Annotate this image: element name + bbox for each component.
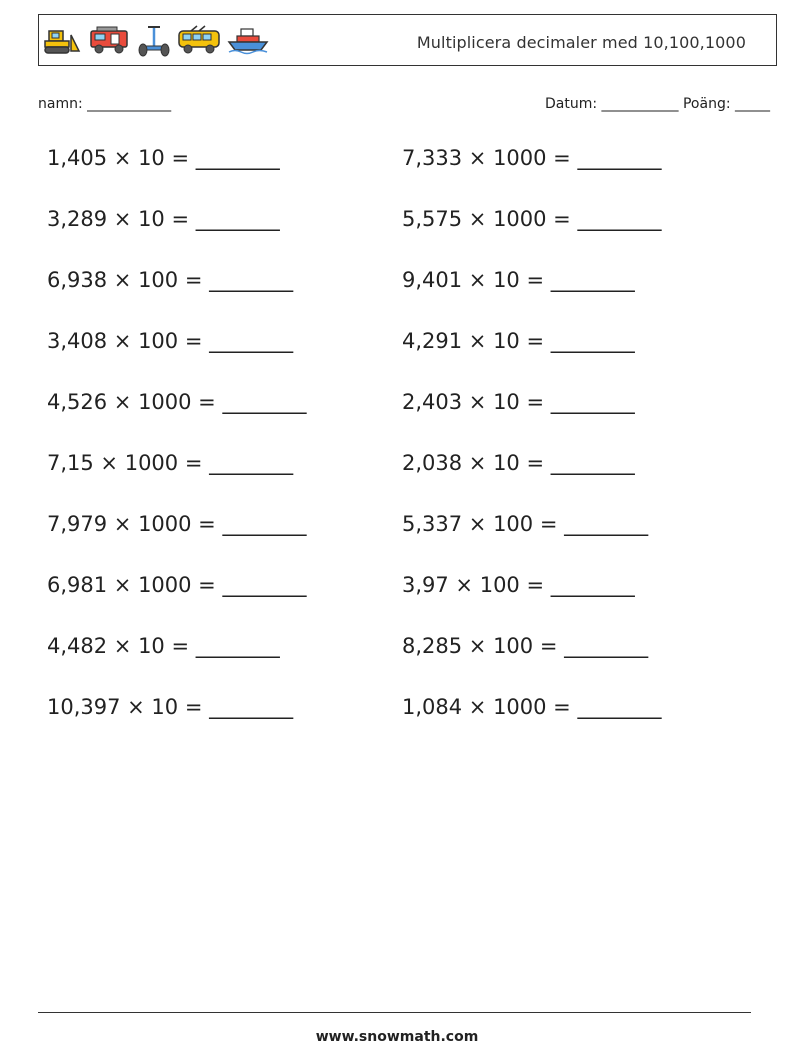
problem-item: 6,981 × 1000 = ________ xyxy=(47,573,307,597)
problem-row xyxy=(47,573,767,634)
bus-icon xyxy=(177,25,221,55)
problem-item: 1,084 × 1000 = ________ xyxy=(402,695,662,719)
segway-icon xyxy=(137,23,171,57)
ship-icon xyxy=(227,25,269,55)
vehicle-icons xyxy=(43,22,269,58)
problem-item: 9,401 × 10 = ________ xyxy=(402,268,635,292)
problem-item: 8,285 × 100 = ________ xyxy=(402,634,649,658)
header-box xyxy=(38,14,777,66)
problem-item: 4,526 × 1000 = ________ xyxy=(47,390,307,414)
problem-row xyxy=(47,390,767,451)
footer-url: www.snowmath.com xyxy=(315,1029,479,1045)
problem-item: 4,482 × 10 = ________ xyxy=(47,634,280,658)
problem-item: 2,038 × 10 = ________ xyxy=(402,451,635,475)
footer-divider xyxy=(38,1012,751,1013)
problem-row xyxy=(47,451,767,512)
problem-row xyxy=(47,207,767,268)
problem-item: 5,575 × 1000 = ________ xyxy=(402,207,662,231)
bulldozer-icon xyxy=(43,25,83,55)
problem-row xyxy=(47,268,767,329)
problem-row xyxy=(47,634,767,695)
problem-row xyxy=(47,329,767,390)
worksheet-title: Multiplicera decimaler med 10,100,1000 xyxy=(416,33,746,52)
problem-item: 7,333 × 1000 = ________ xyxy=(402,146,662,170)
problem-item: 7,15 × 1000 = ________ xyxy=(47,451,294,475)
problem-item: 10,397 × 10 = ________ xyxy=(47,695,294,719)
problem-item: 5,337 × 100 = ________ xyxy=(402,512,649,536)
name-field: namn: ____________ xyxy=(38,96,172,112)
truck-icon xyxy=(89,25,131,55)
problem-row xyxy=(47,512,767,573)
problem-row xyxy=(47,695,767,756)
problem-item: 7,979 × 1000 = ________ xyxy=(47,512,307,536)
problem-item: 3,408 × 100 = ________ xyxy=(47,329,294,353)
problem-item: 6,938 × 100 = ________ xyxy=(47,268,294,292)
problem-item: 4,291 × 10 = ________ xyxy=(402,329,635,353)
problem-item: 1,405 × 10 = ________ xyxy=(47,146,280,170)
problem-item: 3,97 × 100 = ________ xyxy=(402,573,635,597)
date-score-field: Datum: ___________ Poäng: _____ xyxy=(545,96,770,112)
problem-item: 3,289 × 10 = ________ xyxy=(47,207,280,231)
problem-item: 2,403 × 10 = ________ xyxy=(402,390,635,414)
problem-row xyxy=(47,146,767,207)
problem-grid xyxy=(47,146,767,756)
